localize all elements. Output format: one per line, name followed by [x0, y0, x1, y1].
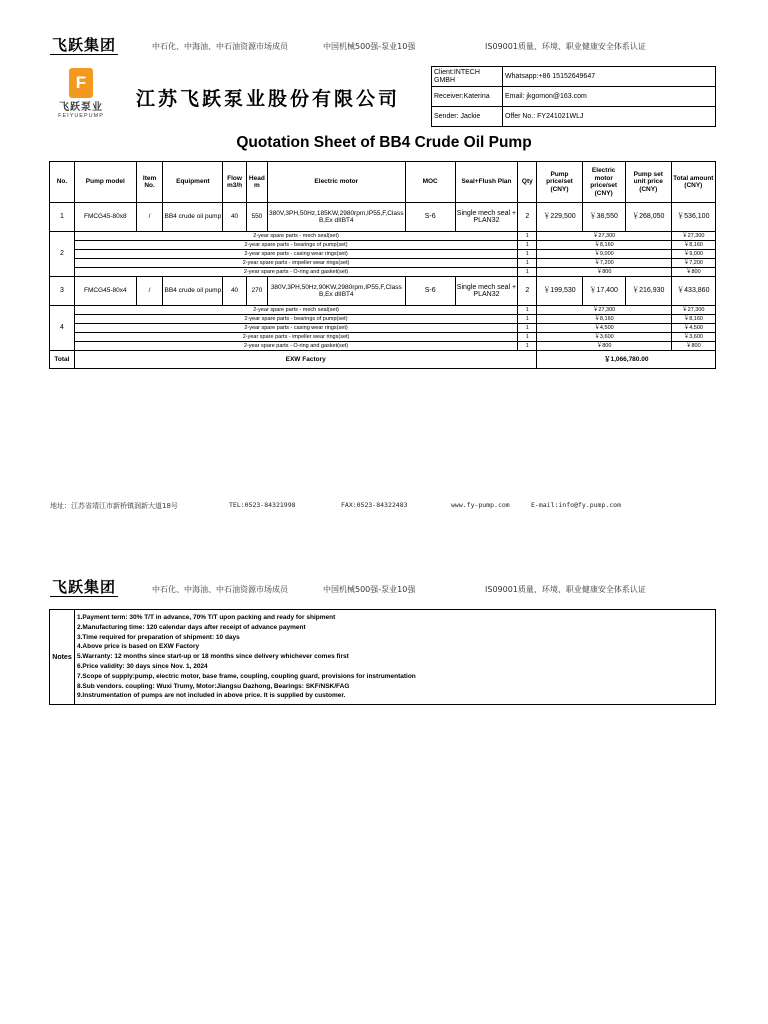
header-motor-price: Electric motor price/set (CNY)	[582, 162, 625, 203]
footer-fax: FAX:0523-84322483	[341, 501, 408, 509]
row-motor-price: ￥38,550	[582, 203, 625, 232]
spare-qty: 1	[518, 324, 537, 333]
spare-price: ￥800	[537, 342, 671, 351]
row-flow: 40	[223, 277, 246, 306]
row-pump-model: FMCG45-80x4	[74, 277, 136, 306]
row-equipment: BB4 crude oil pump	[163, 277, 223, 306]
note-line: 4.Above price is based on EXW Factory	[77, 643, 200, 651]
contact-info-table	[431, 66, 716, 127]
footer-website: www.fy-pump.com	[451, 501, 510, 509]
spare-row	[50, 315, 716, 324]
spare-qty: 1	[518, 250, 537, 259]
row-item-no: /	[136, 277, 163, 306]
company-name: 江苏飞跃泵业股份有限公司	[136, 88, 401, 110]
spare-qty: 1	[518, 315, 537, 324]
spare-qty: 1	[518, 306, 537, 315]
header-flow: Flow m3/h	[223, 162, 246, 203]
group-name: 飞跃集团	[52, 36, 117, 54]
header-head: Head m	[246, 162, 267, 203]
spare-row	[50, 306, 716, 315]
note-line: 5.Warranty: 12 months since start-up or 18 months since delivery whichever comes first	[77, 653, 349, 661]
header-total: Total amount (CNY)	[671, 162, 715, 203]
slogan-mid-page2: 中国机械500强-泵业10强	[323, 585, 416, 594]
row-motor: 380V,3PH,50Hz,90KW,2980rpm,IP55,F,Class B,Ex dIIBT4	[268, 277, 406, 306]
spare-row	[50, 259, 716, 268]
table-header-row	[50, 162, 716, 203]
page-title: Quotation Sheet of BB4 Crude Oil Pump	[236, 134, 532, 151]
spare-row	[50, 268, 716, 277]
spare-desc: 2-year spare parts - mech seal(set)	[74, 232, 517, 241]
receiver-cell: Receiver:Katerina	[432, 87, 503, 107]
spare-total: ￥27,300	[671, 232, 715, 241]
spare-desc: 2-year spare parts - casing wear rings(set)	[74, 250, 517, 259]
spare-desc: 2-year spare parts - O-ring and gasket(set)	[74, 268, 517, 277]
header-moc: MOC	[405, 162, 455, 203]
slogan-right-page2: IS09001质量、环境、职业健康安全体系认证	[485, 585, 646, 594]
spare-row	[50, 241, 716, 250]
client-cell: Client:INTECH GMBH	[432, 67, 503, 87]
note-line: 6.Price validity: 30 days since Nov. 1, 2024	[77, 662, 208, 670]
notes-content	[75, 610, 716, 705]
whatsapp-cell: Whatsapp:+86 15152649647	[503, 67, 716, 87]
spare-qty: 1	[518, 232, 537, 241]
row-pump-price: ￥229,500	[537, 203, 582, 232]
spare-desc: 2-year spare parts - impeller wear rings(set)	[74, 259, 517, 268]
footer-email: E-mail:info@fy.pump.com	[531, 501, 622, 509]
spare-qty: 1	[518, 241, 537, 250]
row-pump-price: ￥199,530	[537, 277, 582, 306]
row-seal: Single mech seal + PLAN32	[455, 277, 517, 306]
header-seal: Seal+Flush Plan	[455, 162, 517, 203]
notes-table	[49, 609, 716, 705]
table-row	[50, 277, 716, 306]
header-no: No.	[50, 162, 75, 203]
spare-row	[50, 250, 716, 259]
email-cell: Email: jkgomon@163.com	[503, 87, 716, 107]
note-line: 2.Manufacturing time: 120 calendar days after receipt of advance payment	[77, 623, 306, 631]
row-pump-model: FMCG45-80x8	[74, 203, 136, 232]
note-line: 7.Scope of supply:pump, electric motor, base frame, coupling, coupling guard, provisions for instrumentation	[77, 672, 416, 680]
header-equipment: Equipment	[163, 162, 223, 203]
spare-price: ￥7,200	[537, 259, 671, 268]
offer-number-cell: Offer No.: FY241021WLJ	[503, 107, 716, 127]
row-head: 550	[246, 203, 267, 232]
row-total: ￥433,860	[671, 277, 715, 306]
slogan-right: IS09001质量、环境、职业健康安全体系认证	[485, 42, 646, 51]
total-amount: ￥1,066,780.00	[537, 351, 716, 369]
spare-total: ￥9,000	[671, 250, 715, 259]
spare-total: ￥800	[671, 268, 715, 277]
footer-tel: TEL:0523-84321998	[229, 501, 296, 509]
spare-price: ￥800	[537, 268, 671, 277]
slogan-left-page2: 中石化、中海油、中石油资源市场成员	[152, 585, 288, 594]
header-unit-price: Pump set unit price (CNY)	[625, 162, 671, 203]
group-name-page2: 飞跃集团	[52, 578, 117, 596]
row-item-no: /	[136, 203, 163, 232]
note-line: 9.Instrumentation of pumps are not included in above price. It is supplied by customer.	[77, 692, 346, 700]
header-pump-price: Pump price/set (CNY)	[537, 162, 582, 203]
spare-row	[50, 342, 716, 351]
spare-desc: 2-year spare parts - casing wear rings(set)	[74, 324, 517, 333]
spare-row	[50, 232, 716, 241]
header-electric-motor: Electric motor	[268, 162, 406, 203]
logo-en-text: FEIYUEPUMP	[58, 113, 104, 119]
spare-desc: 2-year spare parts - bearings of pump(set)	[74, 241, 517, 250]
spare-total: ￥4,500	[671, 324, 715, 333]
sender-cell: Sender: Jackie	[432, 107, 503, 127]
row-moc: S-6	[405, 277, 455, 306]
total-terms: EXW Factory	[74, 351, 537, 369]
spare-desc: 2-year spare parts - impeller wear rings(set)	[74, 333, 517, 342]
slogan-mid: 中国机械500强-泵业10强	[323, 42, 416, 51]
row-qty: 2	[518, 277, 537, 306]
notes-label: Notes	[50, 610, 75, 705]
spare-qty: 1	[518, 259, 537, 268]
spare-qty: 1	[518, 268, 537, 277]
footer-address: 地址：江苏省靖江市新桥镇润新大道18号	[50, 502, 178, 510]
header-qty: Qty	[518, 162, 537, 203]
spare-desc: 2-year spare parts - O-ring and gasket(set)	[74, 342, 517, 351]
spare-desc: 2-year spare parts - bearings of pump(set)	[74, 315, 517, 324]
row-total: ￥536,100	[671, 203, 715, 232]
row-moc: S-6	[405, 203, 455, 232]
row-seal: Single mech seal + PLAN32	[455, 203, 517, 232]
spare-price: ￥8,160	[537, 315, 671, 324]
slogan-left: 中石化、中海油、中石油资源市场成员	[152, 42, 288, 51]
spare-row	[50, 324, 716, 333]
spare-price: ￥3,600	[537, 333, 671, 342]
spare-total: ￥8,160	[671, 241, 715, 250]
spare-total: ￥3,600	[671, 333, 715, 342]
row-flow: 40	[223, 203, 246, 232]
spare-qty: 1	[518, 342, 537, 351]
row-unit-price: ￥268,050	[625, 203, 671, 232]
row-no: 1	[50, 203, 75, 232]
row-unit-price: ￥216,930	[625, 277, 671, 306]
spare-desc: 2-year spare parts - mech seal(set)	[74, 306, 517, 315]
row-equipment: BB4 crude oil pump	[163, 203, 223, 232]
spare-total: ￥800	[671, 342, 715, 351]
spare-price: ￥27,300	[537, 306, 671, 315]
spare-price: ￥8,160	[537, 241, 671, 250]
quotation-table	[49, 161, 716, 369]
row-no: 2	[50, 232, 75, 277]
row-head: 270	[246, 277, 267, 306]
note-line: 3.Time required for preparation of shipment: 10 days	[77, 633, 240, 641]
spare-qty: 1	[518, 333, 537, 342]
note-line: 1.Payment term: 30% T/T in advance, 70% T/T upon packing and ready for shipment	[77, 614, 336, 621]
spare-price: ￥9,000	[537, 250, 671, 259]
spare-total: ￥8,160	[671, 315, 715, 324]
spare-row	[50, 333, 716, 342]
spare-total: ￥27,300	[671, 306, 715, 315]
header-pump-model: Pump model	[74, 162, 136, 203]
logo-mark: F	[69, 68, 93, 98]
logo-cn-text: 飞跃泵业	[59, 102, 103, 113]
company-logo	[53, 68, 109, 119]
row-no: 4	[50, 306, 75, 351]
total-label: Total	[50, 351, 75, 369]
spare-total: ￥7,200	[671, 259, 715, 268]
row-qty: 2	[518, 203, 537, 232]
row-motor-price: ￥17,400	[582, 277, 625, 306]
total-row	[50, 351, 716, 369]
spare-price: ￥27,300	[537, 232, 671, 241]
table-row	[50, 203, 716, 232]
row-motor: 380V,3PH,50Hz,185KW,2980rpm,IP55,F,Class B,Ex dIIBT4	[268, 203, 406, 232]
row-no: 3	[50, 277, 75, 306]
header-item-no: Item No.	[136, 162, 163, 203]
spare-price: ￥4,500	[537, 324, 671, 333]
note-line: 8.Sub vendors. coupling: Wuxi Trumy, Motor:Jiangsu Dazhong, Bearings: SKF/NSK/FAG	[77, 682, 350, 690]
